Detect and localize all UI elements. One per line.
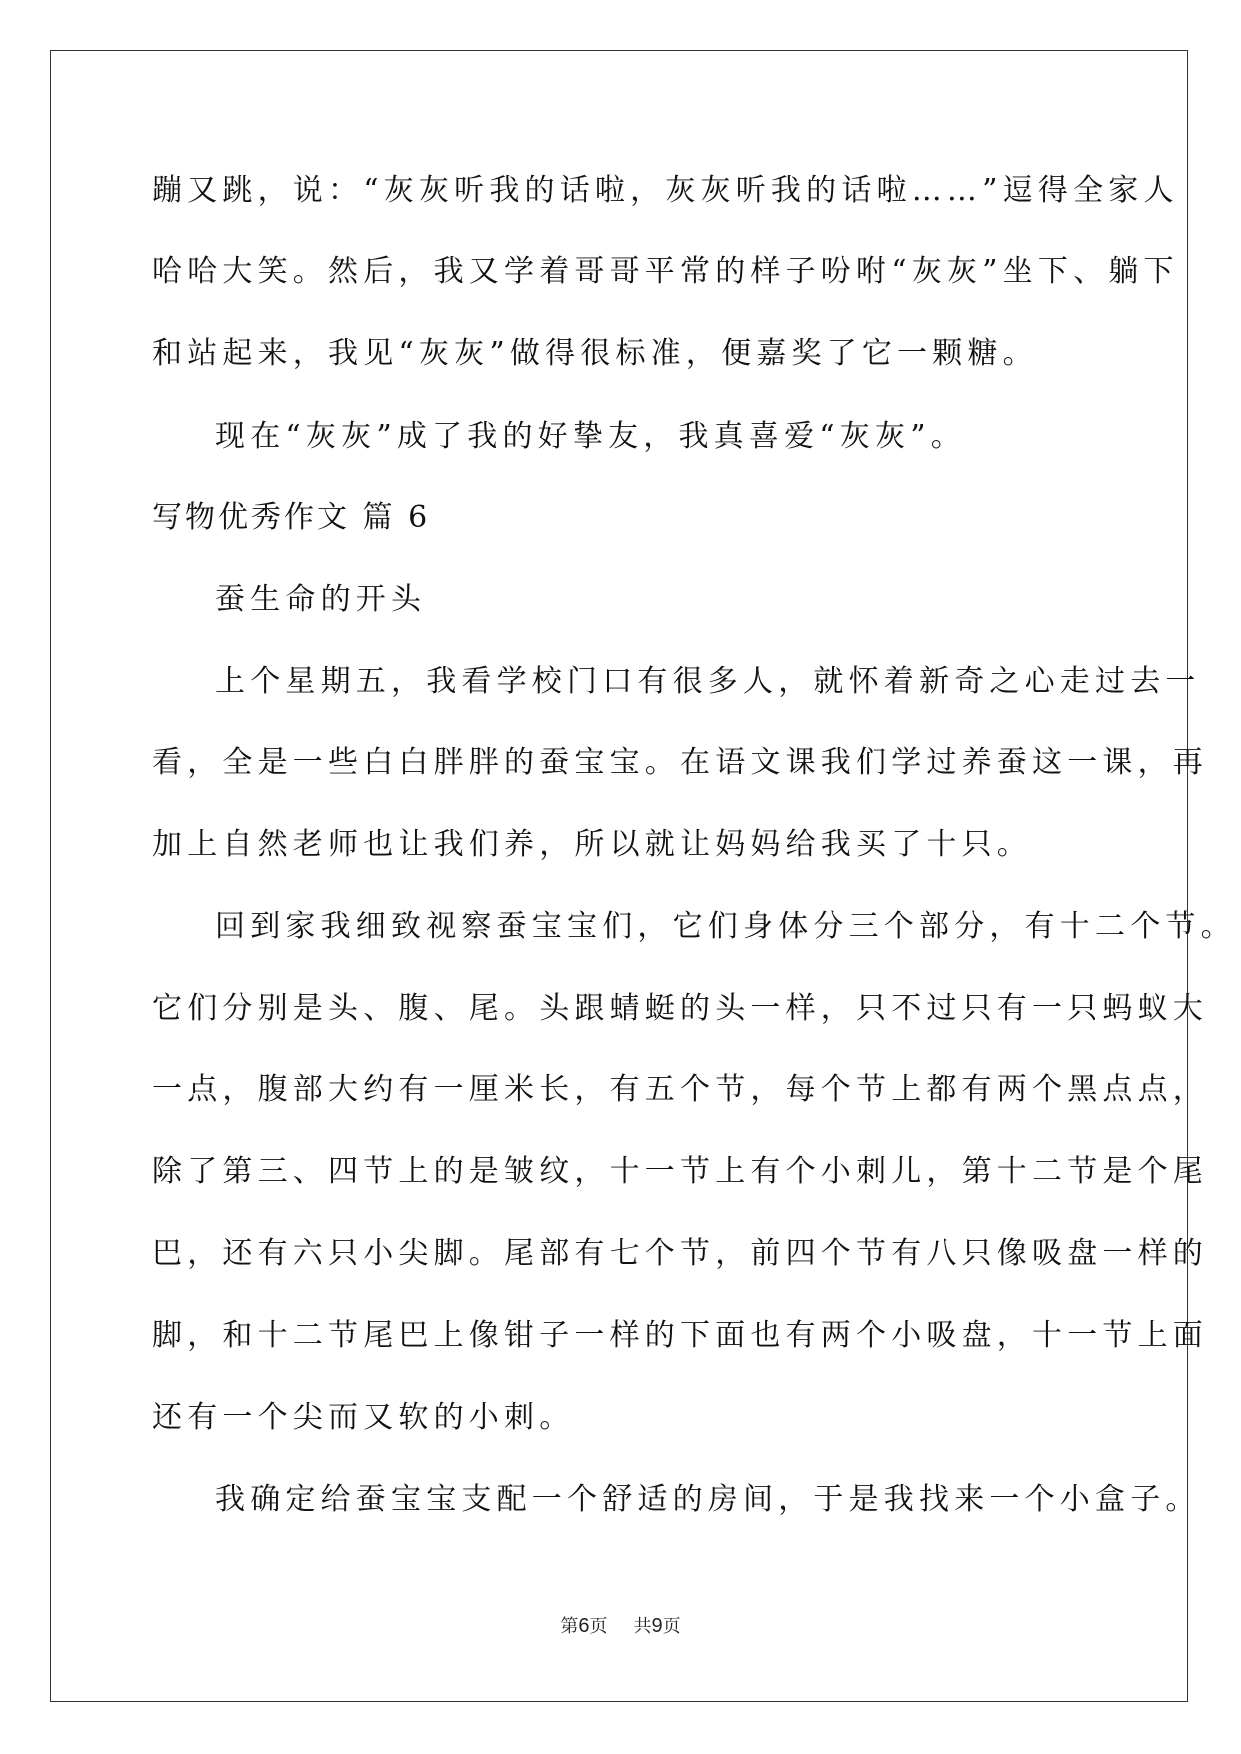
paragraph-line: 回到家我细致视察蚕宝宝们，它们身体分三个部分，有十二个节。 (215, 909, 1236, 944)
footer-page-suffix: 页 (589, 1616, 608, 1637)
paragraph-line: 哈哈大笑。然后，我又学着哥哥平常的样子吩咐“灰灰”坐下、躺下 (152, 254, 1179, 289)
footer-page-number: 6 (578, 1615, 590, 1637)
page-footer (0, 1612, 1241, 1638)
essay-title: 蚕生命的开头 (215, 582, 427, 617)
footer-page-prefix: 第 (560, 1616, 579, 1637)
paragraph-line: 我确定给蚕宝宝支配一个舒适的房间，于是我找来一个小盒子。 (215, 1482, 1201, 1517)
paragraph-line: 除了第三、四节上的是皱纹，十一节上有个小刺儿，第十二节是个尾 (152, 1154, 1208, 1189)
footer-total-suffix: 页 (662, 1616, 681, 1637)
paragraph-line: 它们分别是头、腹、尾。头跟蜻蜓的头一样，只不过只有一只蚂蚁大 (152, 991, 1208, 1026)
paragraph-line: 蹦又跳，说：“灰灰听我的话啦，灰灰听我的话啦……”逗得全家人 (152, 173, 1179, 208)
paragraph-line: 脚，和十二节尾巴上像钳子一样的下面也有两个小吸盘，十一节上面 (152, 1318, 1208, 1353)
paragraph-line: 现在“灰灰”成了我的好挚友，我真喜爱“灰灰”。 (215, 419, 966, 454)
section-heading: 写物优秀作文 篇 6 (152, 500, 431, 535)
paragraph-line: 看，全是一些白白胖胖的蚕宝宝。在语文课我们学过养蚕这一课，再 (152, 745, 1208, 780)
paragraph-line: 加上自然老师也让我们养，所以就让妈妈给我买了十只。 (152, 827, 1032, 862)
paragraph-line: 上个星期五，我看学校门口有很多人，就怀着新奇之心走过去一 (215, 664, 1201, 699)
paragraph-line: 和站起来，我见“灰灰”做得很标准，便嘉奖了它一颗糖。 (152, 336, 1038, 371)
page-border (50, 50, 1188, 1702)
footer-total-number: 9 (651, 1615, 663, 1637)
footer-total-prefix: 共 (633, 1616, 652, 1637)
paragraph-line: 巴，还有六只小尖脚。尾部有七个节，前四个节有八只像吸盘一样的 (152, 1236, 1208, 1271)
paragraph-line: 还有一个尖而又软的小刺。 (152, 1400, 575, 1435)
paragraph-line: 一点，腹部大约有一厘米长，有五个节，每个节上都有两个黑点点， (152, 1072, 1208, 1107)
